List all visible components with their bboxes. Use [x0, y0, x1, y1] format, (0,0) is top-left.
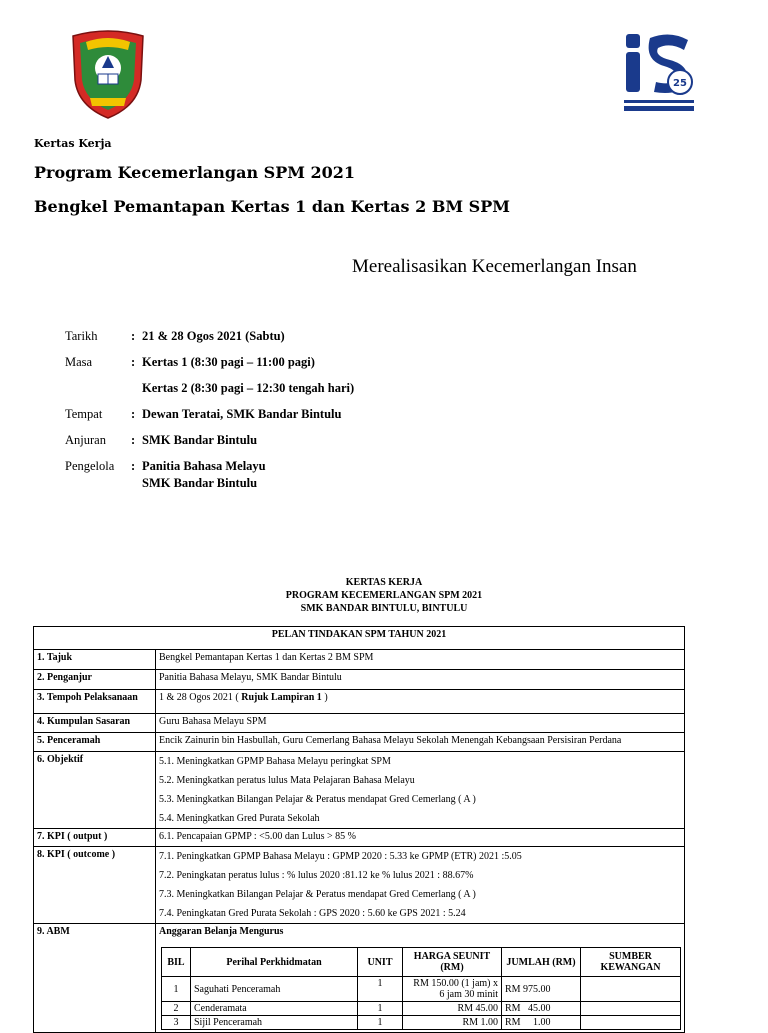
table-row-kpi-outcome: 8. KPI ( outcome ) 7.1. Peningkatkan GPMP Bahasa Melayu : GPMP 2020 : 5.33 ke GPMP (ETR) 2021 :5.05 7.2. Peningkatan peratus lulus : % lulus 2020 :81.12 ke % lulus 2021 : 88.67% 7.3. Meningkatkan Bilangan Pelajar & Peratus mendapat Gred Cemerlang ( A ) 7.4. Peningkatan Gred Purata Sekolah : GPS 2020 : 5.60 ke GPS 2021 : 5.24 — [34, 847, 685, 924]
program-logo — [620, 30, 698, 116]
table-row: 3. Tempoh Pelaksanaan 1 & 28 Ogos 2021 ( Rujuk Lampiran 1 ) — [34, 690, 685, 714]
main-title: Program Kecemerlangan SPM 2021 — [34, 163, 356, 182]
sub-title: Bengkel Pemantapan Kertas 1 dan Kertas 2 BM SPM — [34, 197, 510, 216]
action-plan-table — [33, 626, 685, 1033]
school-crest-logo — [68, 28, 148, 120]
table-row: 1. Tajuk Bengkel Pemantapan Kertas 1 dan Kertas 2 BM SPM — [34, 650, 685, 670]
table-heading-row: PELAN TINDAKAN SPM TAHUN 2021 — [34, 627, 685, 650]
document-label: Kertas Kerja — [34, 137, 112, 150]
table-row: 7. KPI ( output ) 6.1. Pencapaian GPMP : <5.00 dan Lulus > 85 % — [34, 829, 685, 847]
table-row: 5. Penceramah Encik Zainurin bin Hasbullah, Guru Cemerlang Bahasa Melayu Sekolah Menengah Kebangsaan Persisiran Perdana — [34, 733, 685, 752]
motto-text: Merealisasikan Kecemerlangan Insan — [352, 256, 637, 277]
doc-title: KERTAS KERJA PROGRAM KECEMERLANGAN SPM 2021 SMK BANDAR BINTULU, BINTULU — [285, 577, 483, 614]
table-row: 2 Cenderamata 1 RM 45.00 RM 45.00 — [162, 1002, 681, 1016]
budget-header-row: BIL Perihal Perkhidmatan UNIT HARGA SEUNIT (RM) JUMLAH (RM) SUMBER KEWANGAN — [162, 948, 681, 977]
table-row-abm: 9. ABM Anggaran Belanja Mengurus BIL Perihal Perkhidmatan UNIT HARGA SEUNIT (RM) JUMLAH (RM) SUMBER KEWANGAN 1 Saguhati Penceramah 1 RM 150.00 (1 jam) x 6 jam 30 minit RM 975.00 2 Cenderamata 1 RM 45.00 RM 45.00 3 Sijil Penceramah 1 RM 1.00 RM 1.00 — [34, 924, 685, 1033]
svg-text:25: 25 — [673, 78, 687, 89]
table-row: 1 Saguhati Penceramah 1 RM 150.00 (1 jam) x 6 jam 30 minit RM 975.00 — [162, 977, 681, 1002]
table-row: 4. Kumpulan Sasaran Guru Bahasa Melayu SPM — [34, 714, 685, 733]
budget-table — [161, 947, 681, 1030]
table-row: 2. Penganjur Panitia Bahasa Melayu, SMK Bandar Bintulu — [34, 670, 685, 690]
table-row-objektif: 6. Objektif 5.1. Meningkatkan GPMP Bahasa Melayu peringkat SPM 5.2. Meningkatkan peratus lulus Mata Pelajaran Bahasa Melayu 5.3. Meningkatkan Bilangan Pelajar & Peratus mendapat Gred Cemerlang ( A ) 5.4. Meningkatkan Gred Purata Sekolah — [34, 752, 685, 829]
table-row: 3 Sijil Penceramah 1 RM 1.00 RM 1.00 — [162, 1016, 681, 1030]
